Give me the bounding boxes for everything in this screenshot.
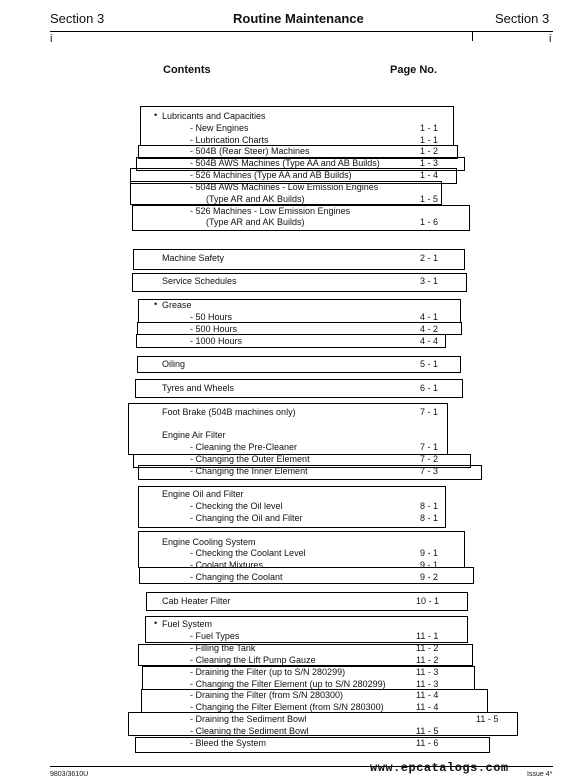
- toc-entry[interactable]: [162, 643, 452, 654]
- toc-entry-label: Engine Oil and Filter: [162, 489, 244, 499]
- toc-entry-label: Engine Cooling System: [162, 537, 256, 547]
- toc-entry-page: 7 - 2: [420, 454, 439, 464]
- toc-entry-page: 5 - 1: [420, 359, 439, 369]
- toc-entry-label: Engine Air Filter: [162, 430, 226, 440]
- toc-entry-label: - 504B AWS Machines (Type AA and AB Builds): [190, 158, 380, 168]
- issue-label: Issue 4*: [527, 771, 553, 778]
- toc-entry[interactable]: [162, 726, 452, 737]
- page-no-heading: Page No.: [390, 64, 438, 76]
- toc-entry[interactable]: [162, 702, 452, 713]
- toc-entry-page: 3 - 1: [420, 276, 439, 286]
- toc-entry-page: 11 - 2: [416, 655, 439, 665]
- document-number: 9803/3610U: [50, 771, 89, 778]
- toc-entry-page: 11 - 3: [416, 667, 439, 677]
- toc-entry[interactable]: [162, 324, 452, 335]
- toc-entry-label: - 504B (Rear Steer) Machines: [190, 146, 310, 156]
- toc-entry-page: 1 - 4: [420, 170, 439, 180]
- toc-entry-label: - 500 Hours: [190, 324, 238, 334]
- toc-entry[interactable]: [162, 560, 452, 571]
- toc-entry[interactable]: [162, 667, 452, 678]
- toc-entry[interactable]: [162, 548, 452, 559]
- toc-entry-page: 11 - 5: [476, 714, 499, 724]
- toc-entry[interactable]: [162, 454, 452, 465]
- toc-entry-page: 10 - 1: [416, 596, 440, 606]
- toc-entry-label: - 526 Machines (Type AA and AB Builds): [190, 170, 352, 180]
- toc-entry-label: - Lubrication Charts: [190, 135, 269, 145]
- section-label-left: Section 3: [50, 11, 105, 26]
- toc-entry-label: - 1000 Hours: [190, 336, 243, 346]
- toc-entry-label: - Changing the Outer Element: [190, 454, 310, 464]
- page-index-right: i: [549, 33, 552, 45]
- toc-entry-page: 1 - 3: [420, 158, 439, 168]
- toc-entry-page: 8 - 1: [420, 513, 439, 523]
- toc-entry-label: - New Engines: [190, 123, 249, 133]
- toc-entry-page: 6 - 1: [420, 383, 439, 393]
- toc-entry-label: Service Schedules: [162, 276, 237, 286]
- toc-entry-page: 4 - 2: [420, 324, 439, 334]
- toc-entry-page: 9 - 2: [420, 572, 439, 582]
- toc-entry-label: - Changing the Filter Element (up to S/N 280299): [190, 679, 386, 689]
- toc-entry[interactable]: [162, 489, 452, 500]
- toc-entry[interactable]: [162, 679, 452, 690]
- toc-entry-label: - Changing the Inner Element: [190, 466, 308, 476]
- toc-entry[interactable]: [162, 135, 452, 146]
- toc-entry-label: - 50 Hours: [190, 312, 233, 322]
- toc-entry-label: Cab Heater Filter: [162, 596, 231, 606]
- toc-entry[interactable]: [162, 170, 452, 181]
- toc-entry-label: Oiling: [162, 359, 186, 369]
- toc-entry-page: 11 - 4: [416, 690, 439, 700]
- toc-entry-page: 7 - 3: [420, 466, 439, 476]
- toc-entry[interactable]: [162, 631, 452, 642]
- toc-entry-page: 11 - 3: [416, 679, 439, 689]
- toc-entry-label: (Type AR and AK Builds): [206, 217, 305, 227]
- toc-entry[interactable]: [162, 336, 452, 347]
- toc-entry-page: 7 - 1: [420, 442, 439, 452]
- toc-entry-label: - 504B AWS Machines - Low Emission Engines: [190, 182, 379, 192]
- toc-entry-label: - Cleaning the Sediment Bowl: [190, 726, 309, 736]
- toc-entry[interactable]: [162, 182, 452, 193]
- toc-entry-label: Grease: [162, 300, 192, 310]
- toc-entry-label: - Draining the Filter (from S/N 280300): [190, 690, 344, 700]
- toc-entry[interactable]: [162, 359, 452, 370]
- toc-entry-page: 4 - 4: [420, 336, 439, 346]
- toc-entry[interactable]: [162, 430, 452, 441]
- header-rule: [50, 31, 553, 32]
- toc-entry-page: 1 - 1: [420, 135, 439, 145]
- toc-entry-label: - Changing the Filter Element (from S/N 280300): [190, 702, 384, 712]
- toc-entry[interactable]: [162, 714, 512, 725]
- toc-entry-label: - Coolant Mixtures: [190, 560, 264, 570]
- page-title: Routine Maintenance: [233, 11, 364, 26]
- toc-entry[interactable]: [162, 383, 452, 394]
- toc-entry[interactable]: [162, 123, 452, 134]
- toc-entry-label: - Filling the Tank: [190, 643, 256, 653]
- toc-entry[interactable]: [162, 194, 452, 205]
- toc-entry-page: 2 - 1: [420, 253, 439, 263]
- bullet-icon: •: [154, 618, 158, 628]
- toc-entry[interactable]: [162, 655, 452, 666]
- toc-entry-label: - Bleed the System: [190, 738, 267, 748]
- page-index-left: i: [50, 33, 53, 45]
- toc-entry-label: - Fuel Types: [190, 631, 240, 641]
- toc-entry-label: - Cleaning the Pre-Cleaner: [190, 442, 298, 452]
- toc-entry-page: 9 - 1: [420, 548, 439, 558]
- toc-entry[interactable]: [162, 738, 452, 749]
- toc-entry-page: 1 - 6: [420, 217, 439, 227]
- toc-entry-label: - Checking the Oil level: [190, 501, 283, 511]
- toc-entry-label: - Draining the Sediment Bowl: [190, 714, 307, 724]
- toc-entry-label: Tyres and Wheels: [162, 383, 235, 393]
- toc-entry-page: 11 - 1: [416, 631, 439, 641]
- toc-entry-label: - 526 Machines - Low Emission Engines: [190, 206, 351, 216]
- toc-entry-page: 1 - 2: [420, 146, 439, 156]
- bullet-icon: •: [154, 110, 158, 120]
- toc-entry[interactable]: [162, 466, 452, 477]
- toc-entry-label: (Type AR and AK Builds): [206, 194, 305, 204]
- toc-entry-page: 11 - 2: [416, 643, 439, 653]
- toc-entry-label: - Checking the Coolant Level: [190, 548, 306, 558]
- toc-entry[interactable]: [154, 618, 452, 630]
- toc-entry-page: 7 - 1: [420, 407, 439, 417]
- toc-entry[interactable]: [162, 276, 452, 287]
- toc-entry[interactable]: [162, 253, 452, 264]
- toc-entry[interactable]: [162, 537, 452, 548]
- toc-entry-page: 8 - 1: [420, 501, 439, 511]
- toc-entry-label: Fuel System: [162, 619, 213, 629]
- section-label-right: Section 3: [495, 11, 550, 26]
- toc-entry-page: 11 - 5: [416, 726, 439, 736]
- contents-heading: Contents: [163, 64, 211, 76]
- toc-entry[interactable]: [162, 501, 452, 512]
- toc-entry-page: 4 - 1: [420, 312, 439, 322]
- toc-entry-page: 9 - 1: [420, 560, 439, 570]
- toc-entry-label: - Changing the Oil and Filter: [190, 513, 303, 523]
- bullet-icon: •: [154, 299, 158, 309]
- toc-entry-label: - Cleaning the Lift Pump Gauze: [190, 655, 316, 665]
- toc-entry[interactable]: [162, 690, 452, 701]
- toc-entry[interactable]: [162, 407, 452, 418]
- toc-entry[interactable]: [162, 158, 452, 169]
- toc-entry-label: Lubricants and Capacities: [162, 111, 266, 121]
- toc-entry[interactable]: [162, 572, 452, 583]
- toc-entry-page: 1 - 5: [420, 194, 439, 204]
- toc-entry-page: 11 - 6: [416, 738, 439, 748]
- toc-entry[interactable]: [162, 596, 452, 607]
- toc-entry-label: Foot Brake (504B machines only): [162, 407, 296, 417]
- website-watermark[interactable]: www.epcatalogs.com: [370, 761, 509, 775]
- toc-entry[interactable]: [162, 206, 452, 217]
- toc-entry-label: - Draining the Filter (up to S/N 280299): [190, 667, 346, 677]
- toc-entry[interactable]: [162, 513, 452, 524]
- toc-entry-page: 11 - 4: [416, 702, 439, 712]
- toc-entry[interactable]: [162, 312, 452, 323]
- toc-entry-label: - Changing the Coolant: [190, 572, 283, 582]
- toc-entry-label: Machine Safety: [162, 253, 225, 263]
- toc-entry[interactable]: [154, 110, 452, 122]
- toc-entry[interactable]: [154, 299, 452, 311]
- toc-entry[interactable]: [162, 146, 452, 157]
- header-divider: [472, 31, 473, 41]
- toc-entry[interactable]: [162, 442, 452, 453]
- toc-entry-page: 1 - 1: [420, 123, 439, 133]
- toc-entry[interactable]: [162, 217, 452, 228]
